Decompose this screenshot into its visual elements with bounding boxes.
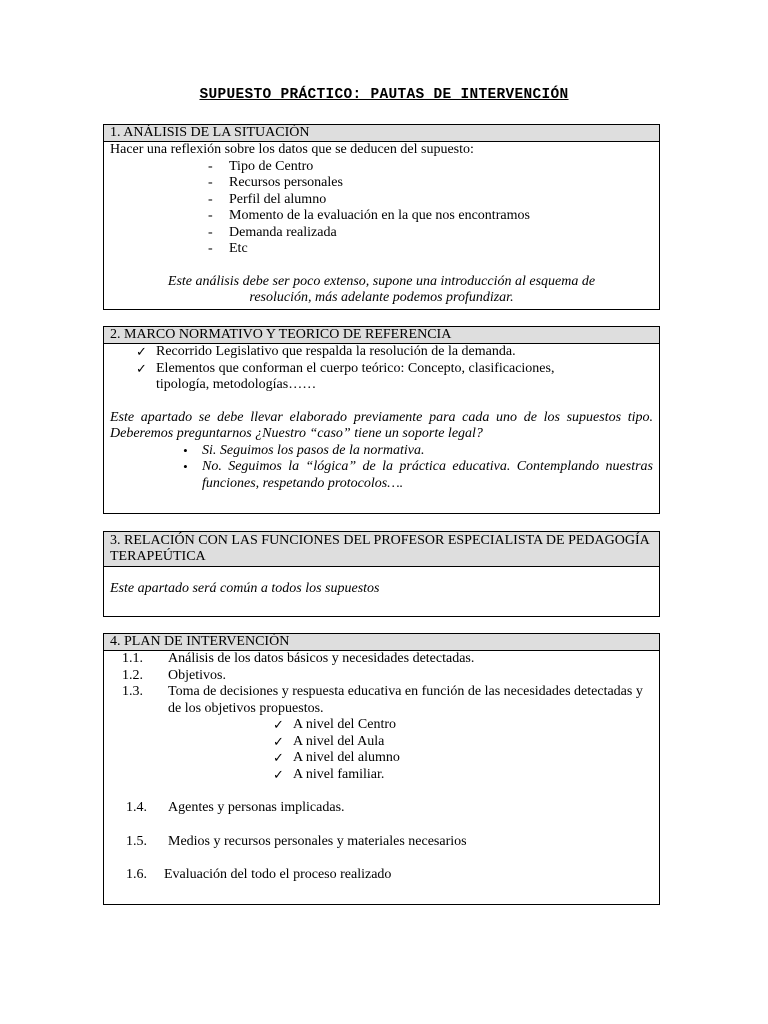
- section-header: 4. PLAN DE INTERVENCIÓN: [104, 634, 659, 651]
- list-item: ✓ A nivel del Aula: [273, 733, 385, 749]
- list-item: 1.4. Agentes y personas implicadas.: [126, 800, 345, 815]
- section-header: 2. MARCO NORMATIVO Y TEORICO DE REFERENCIA: [104, 327, 659, 344]
- list-item: • Si. Seguimos los pasos de la normativa.: [183, 442, 425, 458]
- bullet-icon: •: [183, 442, 188, 458]
- list-item: 1.2. Objetivos.: [122, 667, 226, 683]
- list-item: - Tipo de Centro: [208, 158, 314, 174]
- intro-text: Hacer una reflexión sobre los datos que se deducen del supuesto:: [110, 142, 474, 157]
- note-line: Este análisis debe ser poco extenso, supone una introducción al esquema de: [167, 273, 596, 289]
- section-body: [104, 567, 659, 598]
- section-plan-intervencion: [103, 633, 660, 905]
- paragraph: Este apartado se debe llevar elaborado previamente para cada uno de los supuestos tipo. Deberemos preguntarnos ¿Nuestro “caso” tiene un soporte legal?: [110, 409, 653, 441]
- check-icon: ✓: [273, 750, 284, 765]
- section-analisis: [103, 124, 660, 310]
- list-item: - Momento de la evaluación en la que nos encontramos: [208, 208, 530, 223]
- list-item: - Demanda realizada: [208, 224, 337, 240]
- check-icon: ✓: [136, 360, 147, 376]
- section-marco-normativo: [103, 326, 660, 514]
- section-header: 1. ANÁLISIS DE LA SITUACIÓN: [104, 125, 659, 142]
- section-relacion-funciones: [103, 531, 660, 617]
- list-item: 1.1. Análisis de los datos básicos y necesidades detectadas.: [122, 651, 475, 666]
- check-icon: ✓: [273, 733, 284, 749]
- page-title: SUPUESTO PRÁCTICO: PAUTAS DE INTERVENCIÓN: [199, 87, 569, 103]
- check-icon: ✓: [273, 766, 284, 782]
- bullet-icon: •: [183, 459, 188, 474]
- list-item: ✓ Elementos que conforman el cuerpo teórico: Concepto, clasificaciones, tipología, metodologías……: [136, 360, 555, 392]
- section-body: [104, 344, 659, 492]
- check-icon: ✓: [136, 344, 147, 359]
- list-item: ✓ A nivel del Centro: [273, 717, 397, 732]
- list-item: - Etc: [208, 241, 248, 256]
- list-item: ✓ Recorrido Legislativo que respalda la resolución de la demanda.: [136, 344, 516, 359]
- list-item: ✓ A nivel familiar.: [273, 766, 385, 782]
- check-icon: ✓: [273, 717, 284, 732]
- list-item: - Perfil del alumno: [208, 191, 327, 207]
- section-body: [104, 142, 659, 307]
- note-text: Este apartado será común a todos los supuestos: [110, 581, 380, 596]
- list-item: 1.3. Toma de decisiones y respuesta educativa en función de las necesidades detectadas y de los objetivos propuestos.: [122, 684, 643, 716]
- list-item: - Recursos personales: [208, 175, 343, 190]
- list-item: ✓ A nivel del alumno: [273, 750, 400, 765]
- section-body: [104, 651, 659, 884]
- list-item: 1.5. Medios y recursos personales y materiales necesarios: [126, 833, 467, 849]
- list-item: 1.6. Evaluación del todo el proceso realizado: [126, 867, 392, 882]
- list-item: • No. Seguimos la “lógica” de la práctica educativa. Contemplando nuestras funciones, respetando protocolos….: [183, 459, 653, 491]
- section-header: 3. RELACIÓN CON LAS FUNCIONES DEL PROFESOR ESPECIALISTA DE PEDAGOGÍA TERAPEÚTICA: [104, 532, 659, 567]
- note-line: resolución, más adelante podemos profundizar.: [249, 290, 514, 305]
